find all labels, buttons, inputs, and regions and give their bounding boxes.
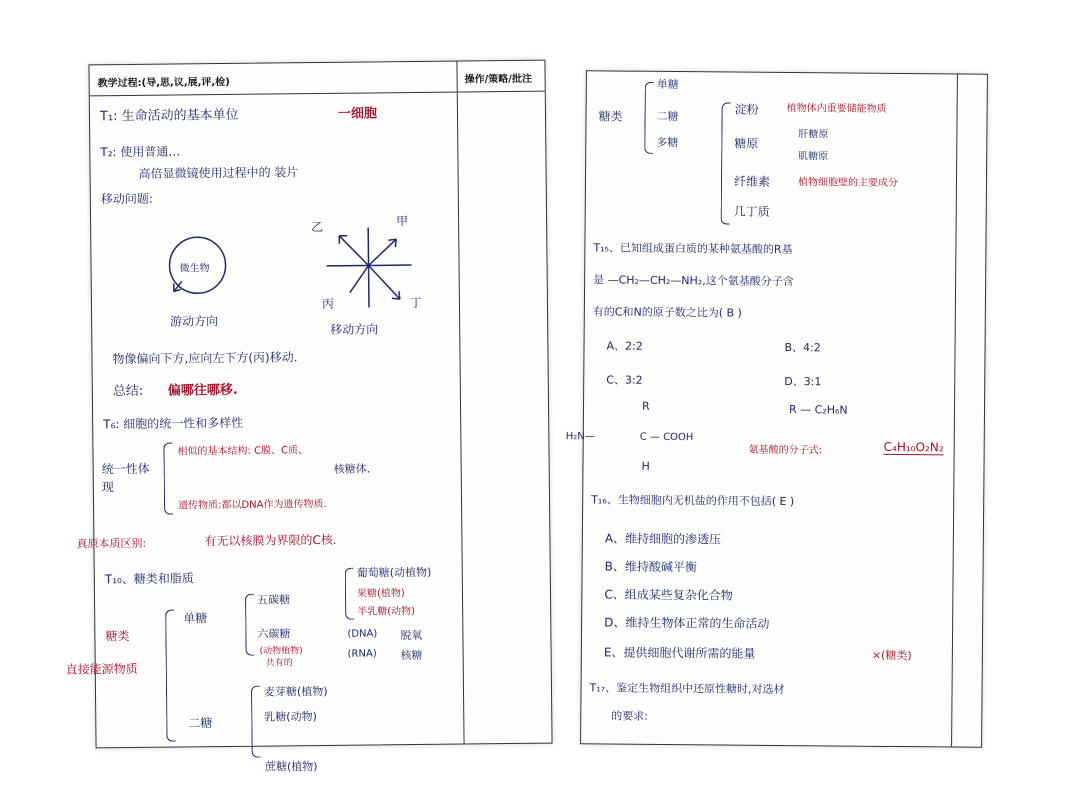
right-annotation-divider <box>951 74 958 746</box>
t16-b: B、维持酸碱平衡 <box>604 559 697 575</box>
t1-title: T₁: 生命活动的基本单位 <box>99 107 239 125</box>
right-page <box>565 70 988 747</box>
t15-opt-b: B、4:2 <box>784 341 821 355</box>
summary-text: 偏哪往哪移. <box>167 382 238 399</box>
formula-value: C₄H₁₀O₂N₂ <box>883 439 944 455</box>
unity-structure: 相似的基本结构: C膜、C质、 <box>177 445 309 458</box>
t10-dna: (DNA) <box>347 628 378 640</box>
t15-line2: 是 —CH₂—CH₂—NH₂,这个氨基酸分子含 <box>593 273 794 289</box>
t15-opt-a: A、2:2 <box>606 339 643 353</box>
t10-deoxy: 脱氧 <box>400 628 423 643</box>
t2-line4: 物像偏向下方,应向左下方(丙)移动. <box>112 350 298 367</box>
circle-label: 微生物 <box>179 263 210 275</box>
t1-highlight: 一细胞 <box>337 106 378 122</box>
t10-glucose: 葡萄糖(动植物) <box>356 565 432 580</box>
t16-a: A、维持细胞的渗透压 <box>604 531 722 547</box>
t10-c6-note2: 共有的 <box>265 658 293 669</box>
t10-rna: (RNA) <box>347 648 377 660</box>
t15-line3: 有的C和N的原子数之比为( B ) <box>592 305 742 320</box>
t16-e-note: ×(糖类) <box>871 648 912 663</box>
circle-caption: 游动方向 <box>170 314 219 329</box>
aa-r-formula: R — C₂H₆N <box>788 403 848 417</box>
dir-yi-label: 乙 <box>311 219 324 235</box>
move-caption: 移动方向 <box>330 322 379 337</box>
t10-lactose: 乳糖(动物) <box>264 710 317 724</box>
t10-c6: 六碳糖 <box>257 627 291 641</box>
process-header: 教学过程:(导,思,议,展,评,检) <box>97 76 230 90</box>
t17-line2: 的要求: <box>611 709 649 723</box>
diff-label: 真原本质区别: <box>76 536 147 551</box>
aa-h2n: H₂N— <box>565 431 595 443</box>
t10-sucrose: 蔗糖(植物) <box>265 760 318 773</box>
poly-chitin: 几丁质 <box>733 204 770 219</box>
diff-text: 有无以核膜为界限的C核. <box>204 532 337 549</box>
t2-line3: 移动问题: <box>100 191 153 207</box>
unity-genetic: 遗传物质:都以DNA作为遗传物质. <box>178 498 327 512</box>
summary-label: 总结: <box>112 383 144 400</box>
left-page-header <box>89 61 544 97</box>
aa-c-cooh: C — COOH <box>639 431 694 444</box>
unity-ribosome: 核糖体. <box>333 462 371 476</box>
t10-maltose: 麦芽糖(植物) <box>263 684 328 699</box>
t16-d: D、维持生物体正常的生命活动 <box>604 615 770 631</box>
poly-mono: 单糖 <box>656 77 679 92</box>
t16-e: E、提供细胞代谢所需的能量 <box>603 645 756 661</box>
poly-liver: 肝糖原 <box>798 129 829 141</box>
t6-line: T₆: 细胞的统一性和多样性 <box>103 415 244 432</box>
t15-line1: T₁₅、已知组成蛋白质的某种氨基酸的R基 <box>593 241 793 257</box>
t10-fructose: 果糖(植物) <box>356 588 405 600</box>
t10-source: 直接能源物质 <box>65 661 138 677</box>
poly-di: 二糖 <box>656 109 679 124</box>
t10-c6-note1: (动物植物) <box>259 646 303 657</box>
dir-ding-label: 丁 <box>409 295 423 311</box>
poly-cellulose: 纤维素 <box>733 174 771 189</box>
poly-cellulose-note: 植物细胞壁的主要成分 <box>797 177 899 189</box>
t16-line: T₁₆、生物细胞内无机盐的作用不包括( E ) <box>591 493 795 509</box>
t10-di: 二糖 <box>188 716 213 731</box>
poly-poly: 多糖 <box>656 135 679 150</box>
formula-label: 氨基酸的分子式: <box>748 444 823 457</box>
dir-bing-label: 丙 <box>321 296 335 311</box>
poly-carb: 糖类 <box>598 109 623 124</box>
t10-mono: 单糖 <box>183 611 208 626</box>
t17-line1: T₁₇、鉴定生物组织中还原性糖时,对选材 <box>589 681 785 697</box>
aa-r-top: R <box>641 399 650 413</box>
t15-opt-d: D、3:1 <box>784 375 822 389</box>
poly-glycogen: 糖原 <box>734 136 759 151</box>
poly-brace <box>721 102 731 224</box>
aa-h-bot: H <box>641 459 650 473</box>
t10-line: T₁₀、糖类和脂质 <box>104 571 194 587</box>
poly-muscle: 肌糖原 <box>798 151 829 163</box>
di-brace <box>251 686 261 758</box>
mono-brace <box>245 594 255 656</box>
poly-starch-note: 植物体内重要储能物质 <box>786 103 887 115</box>
t2-line1: T₂: 使用普通… <box>100 144 181 160</box>
t2-line2: 高倍显微镜使用过程中的 装片 <box>138 165 299 181</box>
t10-carb: 糖类 <box>105 629 130 644</box>
t10-galactose: 半乳糖(动物) <box>357 606 416 618</box>
hexose-brace <box>345 568 355 620</box>
carb-brace <box>165 610 175 742</box>
unity-brace <box>163 443 173 515</box>
t16-c: C、组成某些复杂化合物 <box>604 587 733 603</box>
annotation-column-divider <box>456 62 464 744</box>
t10-c5: 五碳糖 <box>256 593 291 607</box>
unity-label: 统一性体现 <box>101 461 150 495</box>
t10-ribose: 核糖 <box>400 648 423 663</box>
right-carb-brace <box>644 82 654 154</box>
t15-opt-c: C、3:2 <box>606 373 643 387</box>
ops-header: 操作/策略/批注 <box>464 73 532 86</box>
poly-starch: 淀粉 <box>734 102 759 117</box>
left-page <box>65 60 552 749</box>
dir-jia-label: 甲 <box>396 214 409 229</box>
